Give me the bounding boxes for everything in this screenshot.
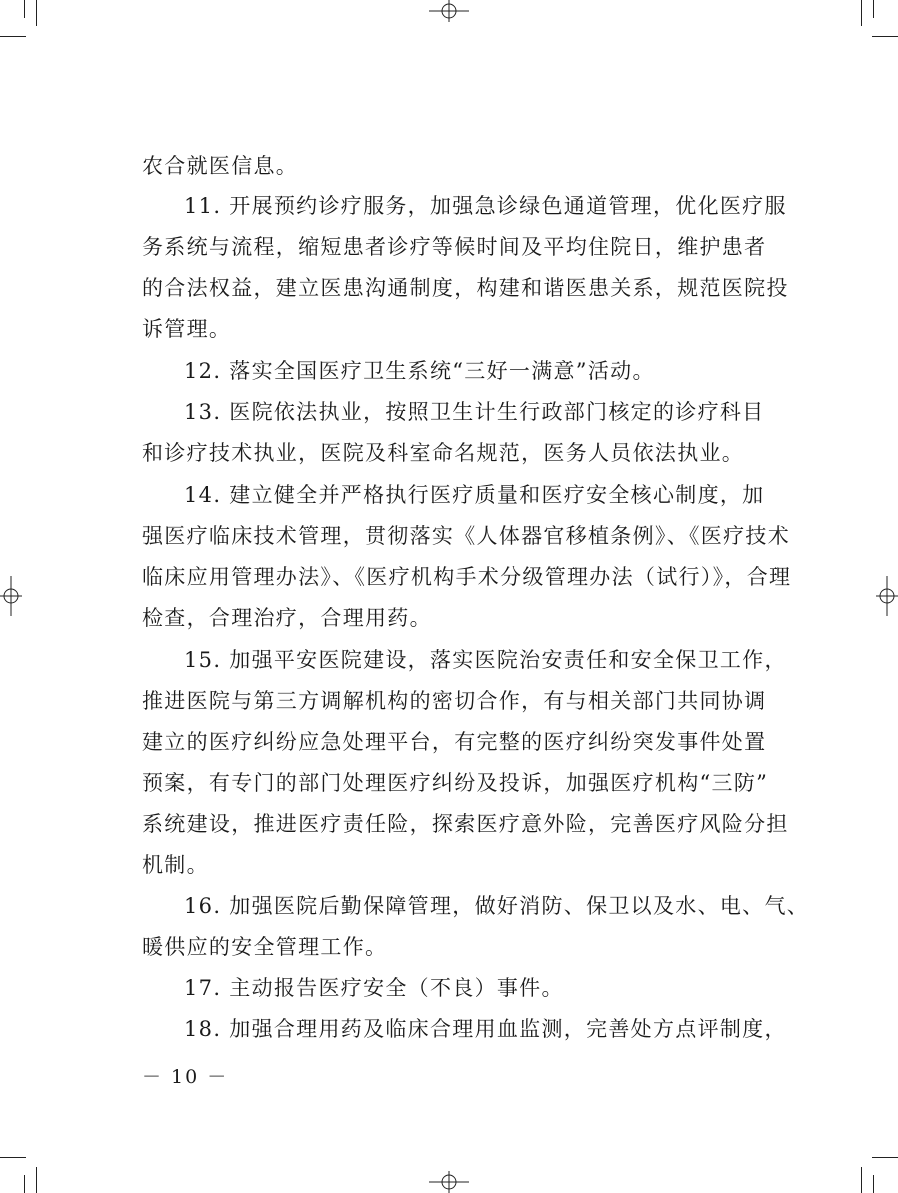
text-line: 11. 开展预约诊疗服务，加强急诊绿色通道管理，优化医疗服 xyxy=(184,194,787,218)
registration-mark-left xyxy=(0,576,22,616)
crop-mark xyxy=(24,1175,25,1193)
crop-mark xyxy=(0,36,26,37)
crop-mark xyxy=(861,1167,862,1193)
text-line: 和诊疗技术执业，医院及科室命名规范，医务人员依法执业。 xyxy=(142,441,745,465)
text-line: 预案，有专门的部门处理医疗纠纷及投诉，加强医疗机构“三防” xyxy=(142,771,769,795)
text-line: 14. 建立健全并严格执行医疗质量和医疗安全核心制度，加 xyxy=(184,483,765,507)
text-line: 暖供应的安全管理工作。 xyxy=(142,935,388,959)
text-line: 检查，合理治疗，合理用药。 xyxy=(142,606,432,630)
text-line: 农合就医信息。 xyxy=(142,154,299,178)
text-line: 系统建设，推进医疗责任险，探索医疗意外险，完善医疗风险分担 xyxy=(142,812,789,836)
registration-mark-bottom xyxy=(429,1171,469,1193)
crop-mark xyxy=(872,1157,898,1158)
text-line: 临床应用管理办法》、《医疗机构手术分级管理办法（试行）》，合理 xyxy=(142,565,792,589)
text-line: 推进医院与第三方调解机构的密切合作，有与相关部门共同协调 xyxy=(142,689,767,713)
text-line: 建立的医疗纠纷应急处理平台，有完整的医疗纠纷突发事件处置 xyxy=(142,730,767,754)
crop-mark xyxy=(36,0,37,26)
crop-mark xyxy=(0,1157,26,1158)
text-line: 17. 主动报告医疗安全（不良）事件。 xyxy=(184,976,564,1000)
text-line: 强医疗临床技术管理，贯彻落实《人体器官移植条例》、《医疗技术 xyxy=(142,524,790,548)
crop-mark xyxy=(36,1167,37,1193)
text-line: 诉管理。 xyxy=(142,317,232,341)
text-line: 16. 加强医院后勤保障管理，做好消防、保卫以及水、电、气、 xyxy=(184,894,810,918)
text-line: 的合法权益，建立医患沟通制度，构建和谐医患关系，规范医院投 xyxy=(142,276,789,300)
text-line: 13. 医院依法执业，按照卫生计生行政部门核定的诊疗科目 xyxy=(184,400,765,424)
crop-mark xyxy=(873,1175,874,1193)
page-number: － 10 － xyxy=(142,1066,229,1088)
registration-mark-top xyxy=(429,0,469,22)
registration-mark-right xyxy=(876,576,898,616)
text-line: 12. 落实全国医疗卫生系统“三好一满意”活动。 xyxy=(184,359,655,383)
crop-mark xyxy=(861,0,862,26)
crop-mark xyxy=(24,0,25,18)
text-line: 务系统与流程，缩短患者诊疗等候时间及平均住院日，维护患者 xyxy=(142,235,767,259)
text-line: 15. 加强平安医院建设，落实医院治安责任和安全保卫工作， xyxy=(184,648,787,672)
crop-mark xyxy=(872,36,898,37)
crop-mark xyxy=(873,0,874,18)
text-line: 机制。 xyxy=(142,853,209,877)
text-line: 18. 加强合理用药及临床合理用血监测，完善处方点评制度， xyxy=(184,1017,787,1041)
